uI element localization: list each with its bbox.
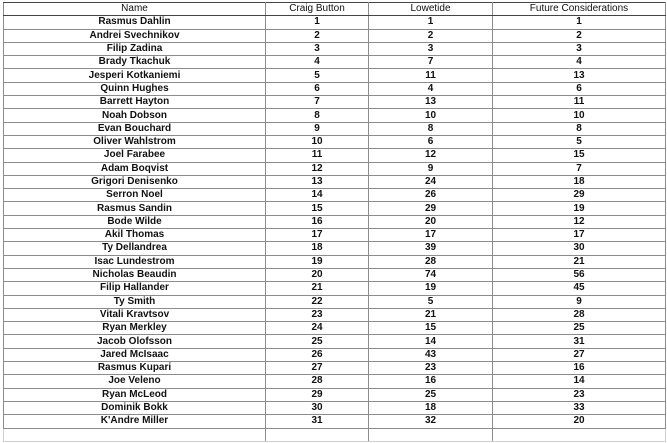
cell-craig-button[interactable]: 1 — [266, 16, 369, 29]
cell-craig-button[interactable]: 4 — [266, 56, 369, 69]
cell-name[interactable]: Jesperi Kotkaniemi — [4, 69, 266, 82]
table-row — [4, 189, 666, 202]
cell-craig-button[interactable]: 21 — [266, 282, 369, 295]
cell-lowetide[interactable]: 11 — [369, 69, 493, 82]
cell-craig-button[interactable]: 31 — [266, 415, 369, 428]
cell-craig-button[interactable]: 6 — [266, 82, 369, 95]
cell-name[interactable]: Nicholas Beaudin — [4, 268, 266, 281]
cell-lowetide[interactable]: 32 — [369, 415, 493, 428]
cell-lowetide[interactable]: 43 — [369, 348, 493, 361]
empty-cell[interactable] — [266, 428, 369, 441]
cell-lowetide[interactable]: 18 — [369, 401, 493, 414]
table-row — [4, 135, 666, 148]
table-row — [4, 229, 666, 242]
cell-future-considerations[interactable]: 29 — [493, 189, 666, 202]
cell-future-considerations[interactable]: 8 — [493, 122, 666, 135]
table-row — [4, 388, 666, 401]
cell-future-considerations[interactable]: 15 — [493, 149, 666, 162]
cell-craig-button[interactable]: 16 — [266, 215, 369, 228]
cell-craig-button[interactable]: 2 — [266, 29, 369, 42]
cell-craig-button[interactable]: 25 — [266, 335, 369, 348]
cell-craig-button[interactable]: 9 — [266, 122, 369, 135]
cell-lowetide[interactable]: 39 — [369, 242, 493, 255]
cell-craig-button[interactable]: 5 — [266, 69, 369, 82]
cell-lowetide[interactable]: 5 — [369, 295, 493, 308]
cell-lowetide[interactable]: 12 — [369, 149, 493, 162]
cell-future-considerations[interactable]: 7 — [493, 162, 666, 175]
cell-future-considerations[interactable]: 17 — [493, 229, 666, 242]
table-row — [4, 282, 666, 295]
table-row — [4, 202, 666, 215]
cell-craig-button[interactable]: 7 — [266, 96, 369, 109]
cell-lowetide[interactable]: 21 — [369, 308, 493, 321]
cell-future-considerations[interactable]: 33 — [493, 401, 666, 414]
cell-lowetide[interactable]: 6 — [369, 135, 493, 148]
cell-future-considerations[interactable]: 5 — [493, 135, 666, 148]
cell-name[interactable]: Joe Veleno — [4, 375, 266, 388]
cell-name[interactable]: Grigori Denisenko — [4, 175, 266, 188]
cell-lowetide[interactable]: 26 — [369, 189, 493, 202]
table-row — [4, 255, 666, 268]
cell-craig-button[interactable]: 13 — [266, 175, 369, 188]
table-row — [4, 69, 666, 82]
cell-lowetide[interactable]: 19 — [369, 282, 493, 295]
cell-lowetide[interactable]: 20 — [369, 215, 493, 228]
cell-craig-button[interactable]: 22 — [266, 295, 369, 308]
cell-lowetide[interactable]: 3 — [369, 42, 493, 55]
column-header-name[interactable]: Name — [4, 3, 266, 16]
cell-lowetide[interactable]: 29 — [369, 202, 493, 215]
cell-future-considerations[interactable]: 12 — [493, 215, 666, 228]
cell-future-considerations[interactable]: 11 — [493, 96, 666, 109]
cell-name[interactable]: Isac Lundestrom — [4, 255, 266, 268]
column-header-lowetide[interactable]: Lowetide — [369, 3, 493, 16]
cell-craig-button[interactable]: 23 — [266, 308, 369, 321]
cell-future-considerations[interactable]: 20 — [493, 415, 666, 428]
cell-lowetide[interactable]: 13 — [369, 96, 493, 109]
cell-craig-button[interactable]: 19 — [266, 255, 369, 268]
cell-name[interactable]: Rasmus Kupari — [4, 362, 266, 375]
cell-craig-button[interactable]: 29 — [266, 388, 369, 401]
cell-future-considerations[interactable]: 27 — [493, 348, 666, 361]
cell-name[interactable]: Quinn Hughes — [4, 82, 266, 95]
cell-lowetide[interactable]: 24 — [369, 175, 493, 188]
cell-future-considerations[interactable]: 56 — [493, 268, 666, 281]
cell-future-considerations[interactable]: 2 — [493, 29, 666, 42]
cell-craig-button[interactable]: 14 — [266, 189, 369, 202]
cell-craig-button[interactable]: 17 — [266, 229, 369, 242]
table-row — [4, 295, 666, 308]
cell-future-considerations[interactable]: 30 — [493, 242, 666, 255]
cell-lowetide[interactable]: 23 — [369, 362, 493, 375]
cell-name[interactable]: Evan Bouchard — [4, 122, 266, 135]
cell-craig-button[interactable]: 12 — [266, 162, 369, 175]
table-body — [4, 16, 666, 441]
cell-future-considerations[interactable]: 13 — [493, 69, 666, 82]
cell-name[interactable]: Oliver Wahlstrom — [4, 135, 266, 148]
cell-future-considerations[interactable]: 23 — [493, 388, 666, 401]
cell-name[interactable]: Brady Tkachuk — [4, 56, 266, 69]
cell-lowetide[interactable]: 1 — [369, 16, 493, 29]
cell-name[interactable]: Rasmus Sandin — [4, 202, 266, 215]
table-row — [4, 122, 666, 135]
cell-future-considerations[interactable]: 31 — [493, 335, 666, 348]
empty-cell[interactable] — [369, 428, 493, 441]
cell-name[interactable]: Andrei Svechnikov — [4, 29, 266, 42]
cell-future-considerations[interactable]: 18 — [493, 175, 666, 188]
cell-craig-button[interactable]: 11 — [266, 149, 369, 162]
cell-name[interactable]: Serron Noel — [4, 189, 266, 202]
table-row — [4, 82, 666, 95]
table-row — [4, 175, 666, 188]
cell-future-considerations[interactable]: 19 — [493, 202, 666, 215]
cell-future-considerations[interactable]: 21 — [493, 255, 666, 268]
table-row — [4, 42, 666, 55]
cell-craig-button[interactable]: 28 — [266, 375, 369, 388]
cell-lowetide[interactable]: 8 — [369, 122, 493, 135]
table-row — [4, 322, 666, 335]
cell-name[interactable]: Rasmus Dahlin — [4, 16, 266, 29]
cell-craig-button[interactable]: 8 — [266, 109, 369, 122]
cell-name[interactable]: Barrett Hayton — [4, 96, 266, 109]
table-row — [4, 56, 666, 69]
cell-name[interactable]: Ty Dellandrea — [4, 242, 266, 255]
cell-craig-button[interactable]: 26 — [266, 348, 369, 361]
rankings-table — [3, 2, 666, 442]
cell-name[interactable]: Bode Wilde — [4, 215, 266, 228]
cell-lowetide[interactable]: 7 — [369, 56, 493, 69]
cell-name[interactable]: Filip Hallander — [4, 282, 266, 295]
empty-cell[interactable] — [493, 428, 666, 441]
table-row — [4, 29, 666, 42]
table-row — [4, 308, 666, 321]
cell-name[interactable]: Jacob Olofsson — [4, 335, 266, 348]
cell-lowetide[interactable]: 14 — [369, 335, 493, 348]
cell-future-considerations[interactable]: 16 — [493, 362, 666, 375]
table-row — [4, 16, 666, 29]
cell-name[interactable]: Adam Boqvist — [4, 162, 266, 175]
cell-future-considerations[interactable]: 45 — [493, 282, 666, 295]
cell-future-considerations[interactable]: 6 — [493, 82, 666, 95]
column-header-craig-button[interactable]: Craig Button — [266, 3, 369, 16]
cell-craig-button[interactable]: 20 — [266, 268, 369, 281]
table-row — [4, 268, 666, 281]
empty-cell[interactable] — [4, 428, 266, 441]
cell-craig-button[interactable]: 18 — [266, 242, 369, 255]
cell-lowetide[interactable]: 74 — [369, 268, 493, 281]
cell-name[interactable]: Noah Dobson — [4, 109, 266, 122]
cell-lowetide[interactable]: 28 — [369, 255, 493, 268]
table-row — [4, 415, 666, 428]
table-row — [4, 109, 666, 122]
cell-future-considerations[interactable]: 3 — [493, 42, 666, 55]
cell-future-considerations[interactable]: 10 — [493, 109, 666, 122]
table-row — [4, 335, 666, 348]
cell-name[interactable]: Ryan McLeod — [4, 388, 266, 401]
cell-lowetide[interactable]: 25 — [369, 388, 493, 401]
cell-future-considerations[interactable]: 28 — [493, 308, 666, 321]
cell-lowetide[interactable]: 16 — [369, 375, 493, 388]
table-row — [4, 215, 666, 228]
table-row — [4, 348, 666, 361]
cell-future-considerations[interactable]: 1 — [493, 16, 666, 29]
table-row — [4, 401, 666, 414]
cell-name[interactable]: Akil Thomas — [4, 229, 266, 242]
cell-name[interactable]: K'Andre Miller — [4, 415, 266, 428]
cell-craig-button[interactable]: 3 — [266, 42, 369, 55]
cell-future-considerations[interactable]: 14 — [493, 375, 666, 388]
cell-lowetide[interactable]: 15 — [369, 322, 493, 335]
cell-name[interactable]: Jared McIsaac — [4, 348, 266, 361]
cell-name[interactable]: Ryan Merkley — [4, 322, 266, 335]
cell-lowetide[interactable]: 17 — [369, 229, 493, 242]
table-row — [4, 375, 666, 388]
cell-lowetide[interactable]: 2 — [369, 29, 493, 42]
empty-row — [4, 428, 666, 441]
table-row — [4, 242, 666, 255]
header-row — [4, 3, 666, 16]
cell-lowetide[interactable]: 10 — [369, 109, 493, 122]
cell-name[interactable]: Joel Farabee — [4, 149, 266, 162]
cell-lowetide[interactable]: 9 — [369, 162, 493, 175]
cell-name[interactable]: Filip Zadina — [4, 42, 266, 55]
table-row — [4, 162, 666, 175]
cell-craig-button[interactable]: 30 — [266, 401, 369, 414]
table-row — [4, 149, 666, 162]
table-row — [4, 96, 666, 109]
cell-name[interactable]: Ty Smith — [4, 295, 266, 308]
cell-lowetide[interactable]: 4 — [369, 82, 493, 95]
cell-craig-button[interactable]: 27 — [266, 362, 369, 375]
cell-future-considerations[interactable]: 4 — [493, 56, 666, 69]
cell-future-considerations[interactable]: 9 — [493, 295, 666, 308]
cell-future-considerations[interactable]: 25 — [493, 322, 666, 335]
cell-craig-button[interactable]: 10 — [266, 135, 369, 148]
cell-craig-button[interactable]: 15 — [266, 202, 369, 215]
cell-name[interactable]: Dominik Bokk — [4, 401, 266, 414]
table-row — [4, 362, 666, 375]
column-header-future-considerations[interactable]: Future Considerations — [493, 3, 666, 16]
cell-name[interactable]: Vitali Kravtsov — [4, 308, 266, 321]
cell-craig-button[interactable]: 24 — [266, 322, 369, 335]
